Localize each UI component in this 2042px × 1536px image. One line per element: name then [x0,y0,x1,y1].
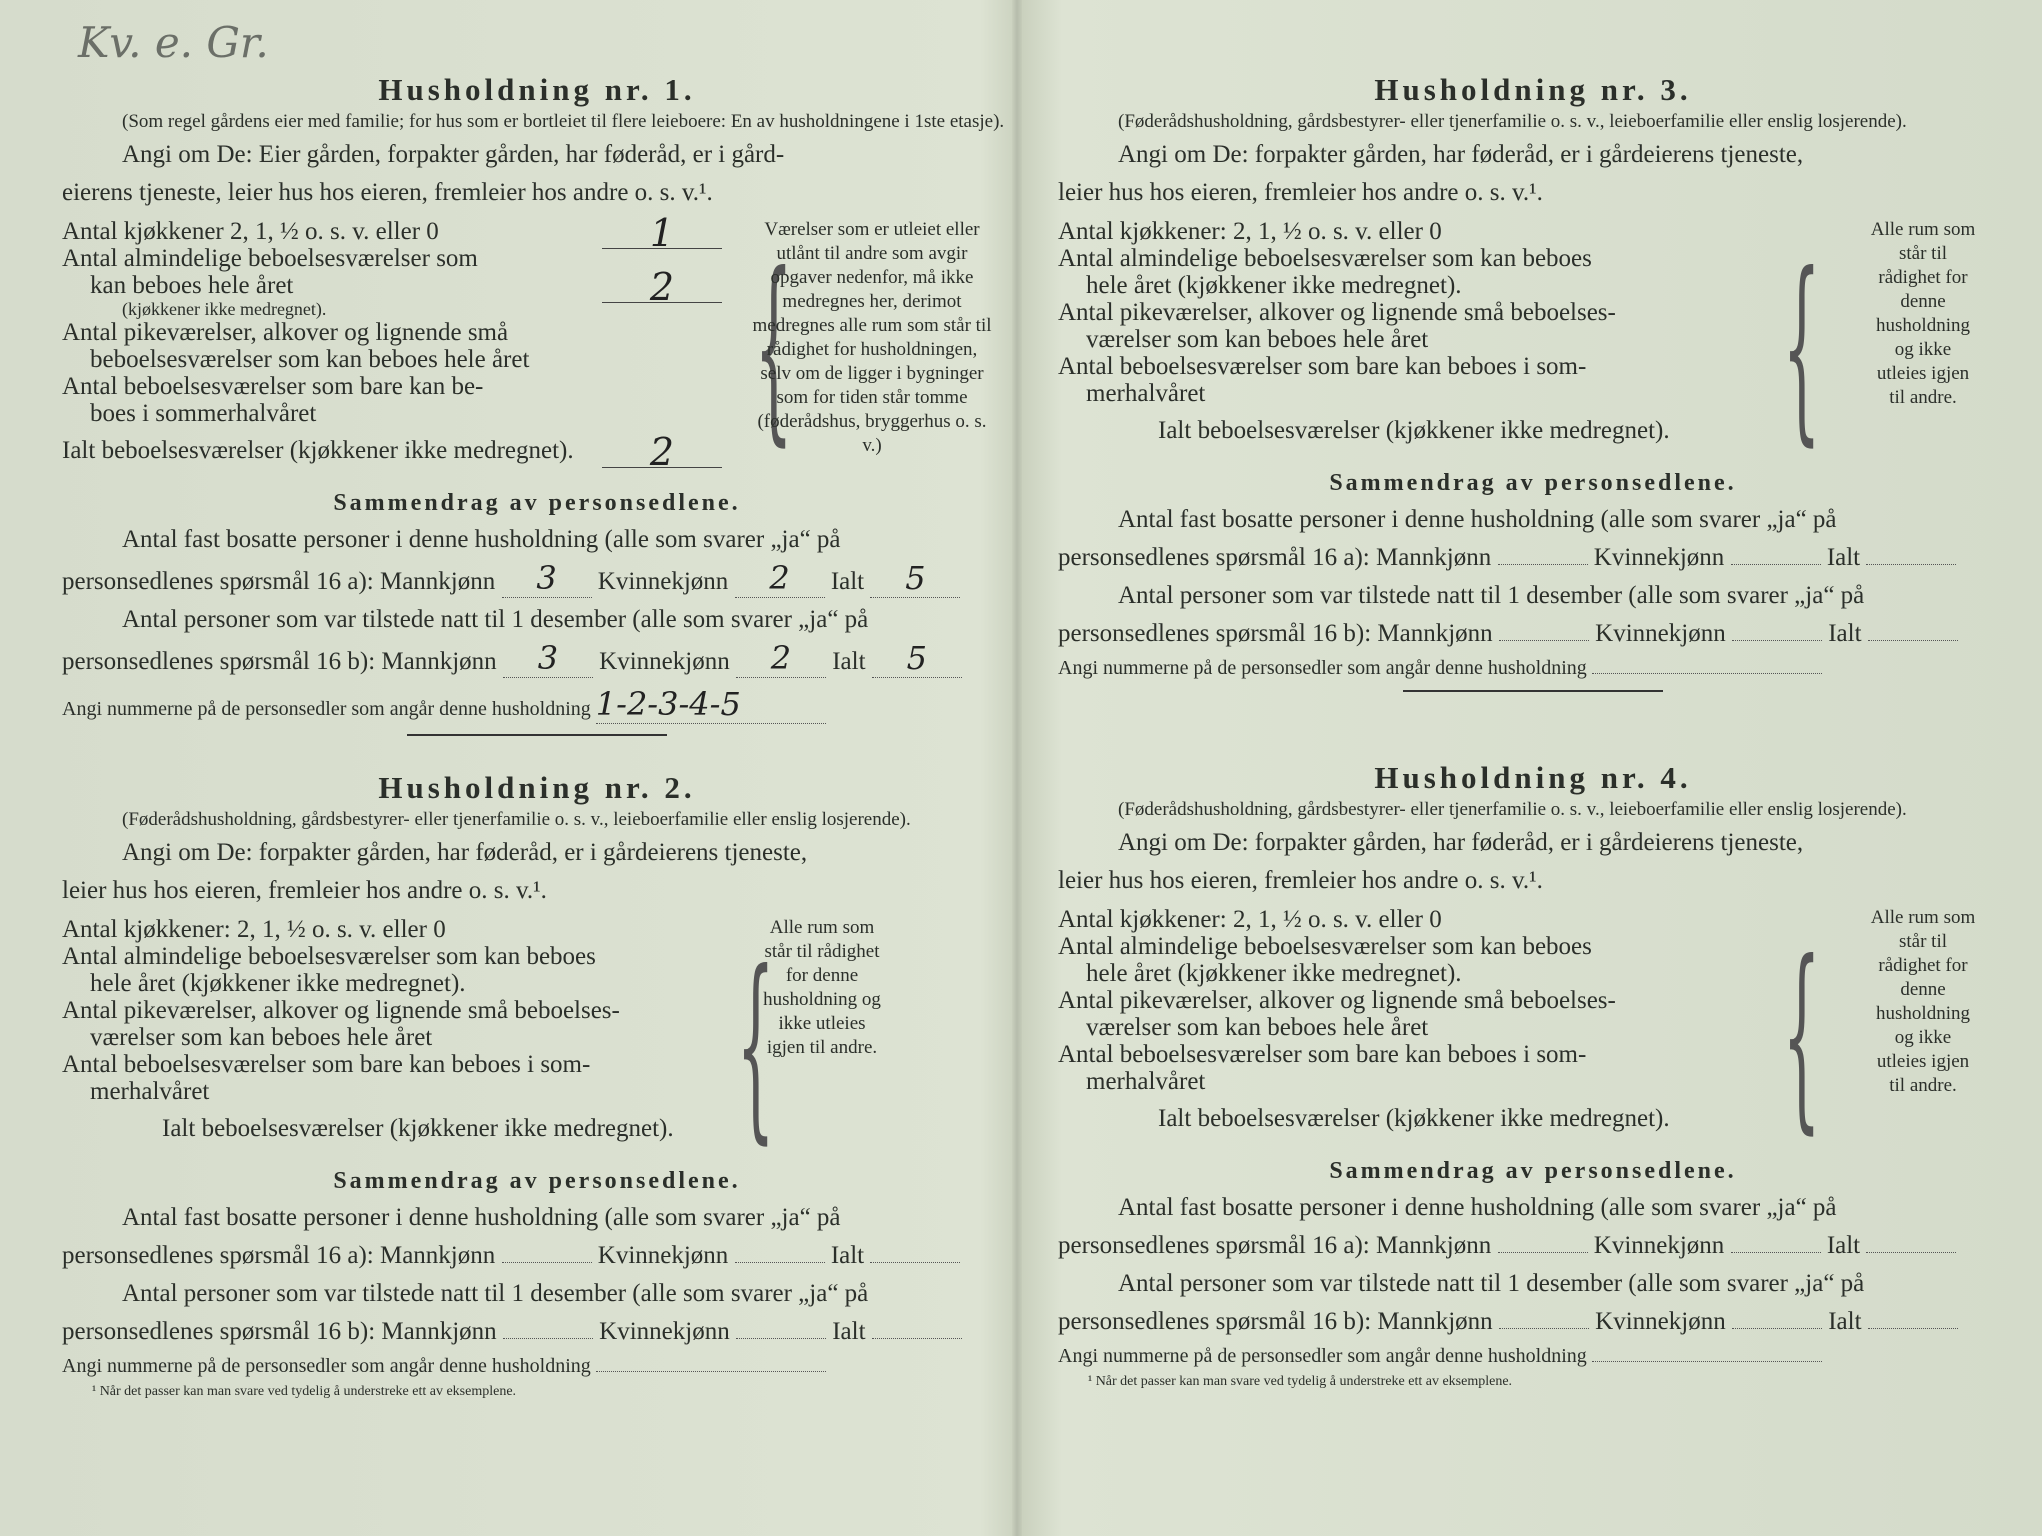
household-1: Husholdning nr. 1. (Som regel gårdens eier med familie; for hus som er bortleiet til flere leieboere: En av husholdningene i 1ste etasje). Angi om De: Eier gården, forpakter gården, har føderåd, er i gård- eierens tjeneste, leier hus hos eieren, fremleier hos andre o. s. v.¹. Antal kjøkkener 2, 1, ½ o. s. v. eller 0 1 Antal almindelige beboelsesværelser som kan beboes hele året 2 (kjøkkener ikke medregnet). Antal pikeværelser, alkover og lignende små beboelsesværelser som kan beboes hele året Antal beboelsesværelser som bare kan be- boes i sommerhalvåret Ialt beboelsesværelser (kjøkkener ikke medregnet). 2 { Værelser som er utleiet eller utlånt til andre som avgir opgaver nedenfor, må ikke medregnes her, derimot medregnes alle rum som står til rådighet for husholdningen, selv om de ligger i bygninger som for tiden står tomme (føderådshus, bryggerhus o. s. v.) Sammendrag av personsedlene. Antal fast bosatte personer i denne husholdning (alle som svarer „ja“ på personsedlenes spørsmål 16 a): Mannkjønn 3 Kvinnekjønn 2 Ialt 5 Antal personer som var tilstede natt til 1 desember (alle som svarer „ja“ på personsedlenes spørsmål 16 b): Mannkjønn 3 Kvinnekjønn 2 Ialt 5 Angi nummerne på de personsedler som angår denne husholdning 1-2-3-4-5 [62,72,1012,736]
left-page [62,0,1012,1536]
kitchens-row: Antal kjøkkener 2, 1, ½ o. s. v. eller 0 1 [62,218,722,245]
rooms-side-note: Værelser som er utleiet eller utlånt til andre som avgir opgaver nedenfor, må ikke medregnes her, derimot medregnes alle rum som står til rådighet for husholdningen, selv om de ligger i bygninger som for tiden står tomme (føderådshus, bryggerhus o. s. v.) [752,219,992,456]
total-rooms-answer[interactable]: 2 [602,437,722,468]
person-numbers-answer[interactable]: 1-2-3-4-5 [596,685,826,724]
summer-rooms-row: Antal beboelsesværelser som bare kan be- [62,373,484,400]
present-male[interactable]: 3 [503,639,593,678]
household-3-title: Husholdning nr. 3. [1374,72,1692,107]
page-fold [1012,0,1022,1536]
kitchens-answer[interactable]: 1 [602,218,722,249]
rooms-answer[interactable]: 2 [602,272,722,303]
footnote: ¹ Når det passer kan man svare ved tydelig å understreke ett av eksemplene. [1088,1374,1513,1389]
brace-icon: { [1782,231,1821,464]
resident-female[interactable]: 2 [735,559,825,598]
total-rooms-row: Ialt beboelsesværelser (kjøkkener ikke medregnet). 2 [62,437,722,464]
resident-male[interactable]: 3 [502,559,592,598]
brace-icon: { [754,231,793,464]
handwritten-corner-note: Kv. e. Gr. [78,18,269,67]
household-3: Husholdning nr. 3. (Føderådshusholdning, gårdsbestyrer- eller tjenerfamilie o. s. v., leieboerfamilie eller enslig losjerende). Angi om De: forpakter gården, har føderåd, er i gårdeierens tjeneste, leier hus hos eieren, fremleier hos andre o. s. v.¹. Antal kjøkkener: 2, 1, ½ o. s. v. eller 0 Antal almindelige beboelsesværelser som kan beboes hele året (kjøkkener ikke medregnet). Antal pikeværelser, alkover og lignende små beboelses- værelser som kan beboes hele året Antal beboelsesværelser som bare kan beboes i som- merhalvåret Ialt beboelsesværelser (kjøkkener ikke medregnet). { Alle rum som står til rådighet for denne husholdning og ikke utleies igjen til andre. Sammendrag av personsedlene. Antal fast bosatte personer i denne husholdning (alle som svarer „ja“ på personsedlenes spørsmål 16 a): Mannkjønn Kvinnekjønn Ialt Antal personer som var tilstede natt til 1 desember (alle som svarer „ja“ på personsedlenes spørsmål 16 b): Mannkjønn Kvinnekjønn Ialt Angi nummerne på de personsedler som angår denne husholdning [1058,72,2008,692]
rooms-row: Antal almindelige beboelsesværelser som [62,245,478,272]
summary-title: Sammendrag av personsedlene. [333,490,741,516]
footnote: ¹ Når det passer kan man svare ved tydelig å understreke ett av eksemplene. [92,1384,517,1399]
divider [1403,690,1663,692]
right-page [1058,0,2008,1536]
present-total[interactable]: 5 [872,639,962,678]
household-1-note: (Som regel gårdens eier med familie; for hus som er bortleiet til flere leieboere: En av husholdningene i 1ste etasje). [122,111,1005,132]
household-1-angi: Angi om De: Eier gården, forpakter gården, har føderåd, er i gård- eierens tjeneste, leier hus hos eieren, fremleier hos andre o. s. v.¹. [62,141,785,206]
household-2: Husholdning nr. 2. (Føderådshusholdning, gårdsbestyrer- eller tjenerfamilie o. s. v., leieboerfamilie eller enslig losjerende). Angi om De: forpakter gården, har føderåd, er i gårdeierens tjeneste, leier hus hos eieren, fremleier hos andre o. s. v.¹. Antal kjøkkener: 2, 1, ½ o. s. v. eller 0 Antal almindelige beboelsesværelser som kan beboes hele året (kjøkkener ikke medregnet). Antal pikeværelser, alkover og lignende små beboelses- værelser som kan beboes hele året Antal beboelsesværelser som bare kan beboes i som- merhalvåret Ialt beboelsesværelser (kjøkkener ikke medregnet). { Alle rum som står til rådighet for denne husholdning og ikke utleies igjen til andre. Sammendrag av personsedlene. Antal fast bosatte personer i denne husholdning (alle som svarer „ja“ på personsedlenes spørsmål 16 a): Mannkjønn Kvinnekjønn Ialt Antal personer som var tilstede natt til 1 desember (alle som svarer „ja“ på personsedlenes spørsmål 16 b): Mannkjønn Kvinnekjønn Ialt Angi nummerne på de personsedler som angår denne husholdning ¹ Når det passer kan man svare ved tydelig å understreke ett av eksemplene. [62,770,1012,1400]
household-1-rooms: Antal kjøkkener 2, 1, ½ o. s. v. eller 0 1 Antal almindelige beboelsesværelser som kan beboes hele året 2 (kjøkkener ikke medregnet). Antal pikeværelser, alkover og lignende små beboelsesværelser som kan beboes hele året Antal beboelsesværelser som bare kan be- boes i sommerhalvåret Ialt beboelsesværelser (kjøkkener ikke medregnet). 2 { Værelser som er utleiet eller utlånt til andre som avgir opgaver nedenfor, må ikke medregnes her, derimot medregnes alle rum som står til rådighet for husholdningen, selv om de ligger i bygninger som for tiden står tomme (føderådshus, bryggerhus o. s. v.) [62,218,1012,478]
present-female[interactable]: 2 [736,639,826,678]
person-numbers-row: Angi nummerne på de personsedler som angår denne husholdning 1-2-3-4-5 [62,685,1012,724]
brace-icon: { [736,929,775,1162]
brace-icon: { [1782,919,1821,1152]
household-2-title: Husholdning nr. 2. [378,770,696,805]
divider [407,734,667,736]
household-1-title: Husholdning nr. 1. [378,72,696,107]
small-rooms-row: Antal pikeværelser, alkover og lignende små [62,319,509,346]
household-4-title: Husholdning nr. 4. [1374,760,1692,795]
resident-total[interactable]: 5 [870,559,960,598]
household-4: Husholdning nr. 4. (Føderådshusholdning, gårdsbestyrer- eller tjenerfamilie o. s. v., leieboerfamilie eller enslig losjerende). Angi om De: forpakter gården, har føderåd, er i gårdeierens tjeneste, leier hus hos eieren, fremleier hos andre o. s. v.¹. Antal kjøkkener: 2, 1, ½ o. s. v. eller 0 Antal almindelige beboelsesværelser som kan beboes hele året (kjøkkener ikke medregnet). Antal pikeværelser, alkover og lignende små beboelses- værelser som kan beboes hele året Antal beboelsesværelser som bare kan beboes i som- merhalvåret Ialt beboelsesværelser (kjøkkener ikke medregnet). { Alle rum som står til rådighet for denne husholdning og ikke utleies igjen til andre. Sammendrag av personsedlene. Antal fast bosatte personer i denne husholdning (alle som svarer „ja“ på personsedlenes spørsmål 16 a): Mannkjønn Kvinnekjønn Ialt Antal personer som var tilstede natt til 1 desember (alle som svarer „ja“ på personsedlenes spørsmål 16 b): Mannkjønn Kvinnekjønn Ialt Angi nummerne på de personsedler som angår denne husholdning ¹ Når det passer kan man svare ved tydelig å understreke ett av eksemplene. [1058,760,2008,1390]
